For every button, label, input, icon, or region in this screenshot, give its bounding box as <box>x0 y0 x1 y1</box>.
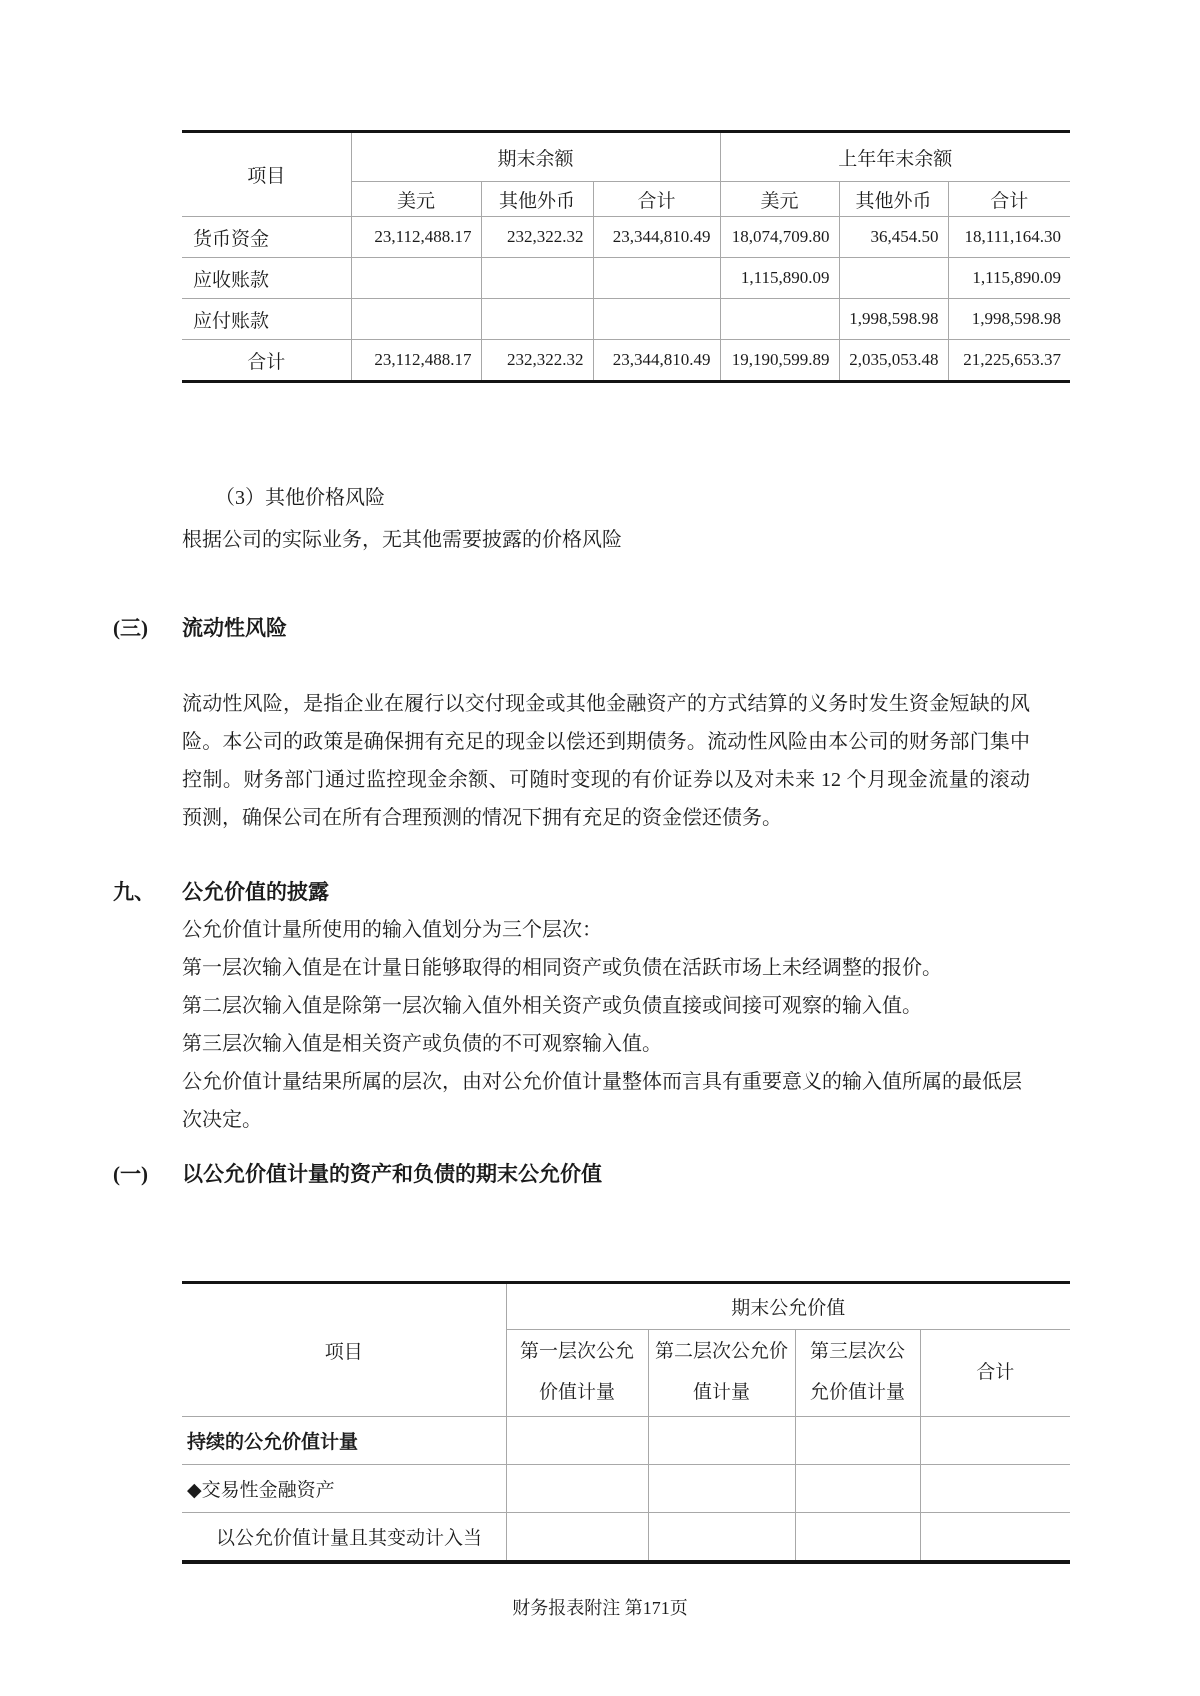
value-cell <box>839 258 948 299</box>
table-total-row <box>182 340 1070 382</box>
value-cell <box>648 1417 795 1465</box>
price-risk-body: 根据公司的实际业务，无其他需要披露的价格风险 <box>182 529 622 551</box>
value-cell: 18,074,709.80 <box>720 217 839 258</box>
section-title: 流动性风险 <box>182 616 287 640</box>
header-group-fair-value: 期末公允价值 <box>506 1283 1070 1330</box>
table-row <box>182 1513 1070 1563</box>
value-cell <box>795 1465 920 1513</box>
row-item-cell: 应付账款 <box>182 299 351 340</box>
row-item-cell: 以公允价值计量且其变动计入当 <box>182 1513 506 1563</box>
header-level2: 第二层次公允价值计量 <box>648 1330 795 1417</box>
section-fv-assets-heading <box>113 1155 1200 1193</box>
value-cell <box>481 299 593 340</box>
value-cell: 1,998,598.98 <box>948 299 1070 340</box>
value-cell: 23,112,488.17 <box>351 340 481 382</box>
section-title: 以公允价值计量的资产和负债的期末公允价值 <box>182 1162 602 1186</box>
value-cell: 23,344,810.49 <box>593 340 720 382</box>
value-cell <box>720 299 839 340</box>
header-level1: 第一层次公允价值计量 <box>506 1330 648 1417</box>
table-row <box>182 1465 1070 1513</box>
table-header-row <box>182 132 1070 182</box>
value-cell: 21,225,653.37 <box>948 340 1070 382</box>
value-cell: 18,111,164.30 <box>948 217 1070 258</box>
header-level3: 第三层次公允价值计量 <box>795 1330 920 1417</box>
fair-value-table <box>182 1281 1070 1564</box>
value-cell: 232,322.32 <box>481 340 593 382</box>
value-cell <box>920 1465 1070 1513</box>
value-cell: 1,998,598.98 <box>839 299 948 340</box>
section-title: 公允价值的披露 <box>182 880 329 904</box>
header-total: 合计 <box>920 1330 1070 1417</box>
table-row <box>182 299 1070 340</box>
section-liquidity-heading <box>113 609 1200 647</box>
value-cell: 232,322.32 <box>481 217 593 258</box>
header-usd-current: 美元 <box>351 182 481 217</box>
section-number: (三) <box>113 616 148 640</box>
value-cell <box>648 1513 795 1563</box>
value-cell <box>506 1465 648 1513</box>
value-cell <box>506 1417 648 1465</box>
row-item-cell: ◆交易性金融资产 <box>182 1465 506 1513</box>
header-group-current: 期末余额 <box>351 132 720 182</box>
value-cell: 1,115,890.09 <box>720 258 839 299</box>
row-item-cell: 货币资金 <box>182 217 351 258</box>
header-other-prior: 其他外币 <box>839 182 948 217</box>
value-cell: 2,035,053.48 <box>839 340 948 382</box>
value-cell <box>593 258 720 299</box>
section-number: 九、 <box>113 880 155 904</box>
row-item-cell: 持续的公允价值计量 <box>182 1417 506 1465</box>
fair-value-text <box>182 911 1030 1139</box>
header-other-current: 其他外币 <box>481 182 593 217</box>
header-usd-prior: 美元 <box>720 182 839 217</box>
fair-value-line: 第三层次输入值是相关资产或负债的不可观察输入值。 <box>182 1033 662 1055</box>
value-cell <box>795 1417 920 1465</box>
header-total-current: 合计 <box>593 182 720 217</box>
section-number: (一) <box>113 1162 148 1186</box>
fair-value-line: 公允价值计量所使用的输入值划分为三个层次： <box>182 919 602 941</box>
value-cell: 23,112,488.17 <box>351 217 481 258</box>
currency-risk-table <box>182 130 1070 383</box>
table-row <box>182 1417 1070 1465</box>
price-risk-subtitle: （3）其他价格风险 <box>215 487 385 509</box>
value-cell: 23,344,810.49 <box>593 217 720 258</box>
table-header-row <box>182 1283 1070 1330</box>
value-cell <box>920 1417 1070 1465</box>
row-item-cell: 应收账款 <box>182 258 351 299</box>
value-cell: 36,454.50 <box>839 217 948 258</box>
page-footer: 财务报表附注 第171页 <box>512 1598 688 1618</box>
value-cell <box>593 299 720 340</box>
value-cell <box>920 1513 1070 1563</box>
header-item: 项目 <box>182 1283 506 1417</box>
table-row <box>182 258 1070 299</box>
row-item-cell: 合计 <box>182 340 351 382</box>
value-cell: 19,190,599.89 <box>720 340 839 382</box>
fair-value-line: 第二层次输入值是除第一层次输入值外相关资产或负债直接或间接可观察的输入值。 <box>182 995 922 1017</box>
liquidity-paragraph: 流动性风险，是指企业在履行以交付现金或其他金融资产的方式结算的义务时发生资金短缺的风险。本公司的政策是确保拥有充足的现金以偿还到期债务。流动性风险由本公司的财务部门集中控制。财务部门通过监控现金余额、可随时变现的有价证券以及对未来 12 个月现金流量的滚动预测，确保公司在所有合理预测的情况下拥有充足的资金偿还债务。 <box>182 693 1030 829</box>
value-cell <box>481 258 593 299</box>
value-cell: 1,115,890.09 <box>948 258 1070 299</box>
value-cell <box>506 1513 648 1563</box>
section-fair-value-heading <box>113 873 1200 911</box>
header-group-prior: 上年年末余额 <box>720 132 1070 182</box>
value-cell <box>351 258 481 299</box>
value-cell <box>351 299 481 340</box>
header-item: 项目 <box>182 132 351 217</box>
fair-value-line: 第一层次输入值是在计量日能够取得的相同资产或负债在活跃市场上未经调整的报价。 <box>182 957 942 979</box>
header-total-prior: 合计 <box>948 182 1070 217</box>
value-cell <box>648 1465 795 1513</box>
value-cell <box>795 1513 920 1563</box>
fair-value-line: 公允价值计量结果所属的层次，由对公允价值计量整体而言具有重要意义的输入值所属的最低层次决定。 <box>182 1071 1022 1131</box>
table-row <box>182 217 1070 258</box>
